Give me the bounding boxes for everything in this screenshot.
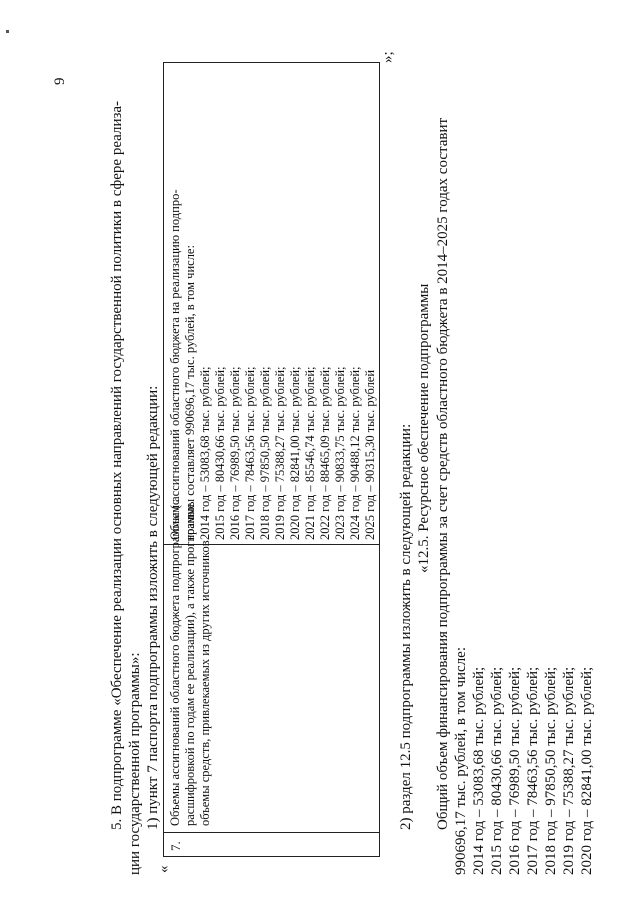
year-line: 2014 год – 53083,68 тыс. рублей;: [471, 666, 487, 875]
value-line: 2021 год – 85546,74 тыс. рублей;: [303, 366, 317, 540]
year-line: 2016 год – 76989,50 тыс. рублей;: [507, 666, 523, 875]
value-line: 2014 год – 53083,68 тыс. рублей;: [198, 366, 212, 540]
value-line: 2023 год – 90833,75 тыс. рублей;: [333, 366, 347, 540]
year-line: 2018 год – 97850,50 тыс. рублей;: [543, 666, 559, 875]
table-cell-label: [164, 499, 379, 832]
intro-line-2: ции государственной программы»:: [127, 652, 143, 875]
value-line: Объем ассигнований областного бюджета на реализацию подпро-: [168, 189, 182, 540]
year-line: 2017 год – 78463,56 тыс. рублей;: [525, 666, 541, 875]
page-number: 9: [52, 77, 68, 85]
value-line: 2016 год – 76989,50 тыс. рублей;: [228, 366, 242, 540]
year-line: 2015 год – 80430,66 тыс. рублей;: [489, 666, 505, 875]
open-quote: «: [156, 865, 172, 873]
value-line: 2019 год – 75388,27 тыс. рублей;: [273, 366, 287, 540]
value-line: 2018 год – 97850,50 тыс. рублей;: [258, 366, 272, 540]
value-line: граммы составляет 990696,17 тыс. рублей, в том числе:: [183, 245, 197, 540]
year-line: 2019 год – 75388,27 тыс. рублей;: [561, 666, 577, 875]
label-line: Объемы ассигнований областного бюджета подпрограммы (с: [168, 499, 182, 826]
close-mark: »;: [380, 51, 396, 63]
value-line: 2022 год – 88465,09 тыс. рублей;: [318, 366, 332, 540]
year-line: 2020 год – 82841,00 тыс. рублей;: [579, 666, 595, 875]
section-line-4: 990696,17 тыс. рублей, в том числе:: [453, 646, 469, 875]
intro-line-1: 5. В подпрограмме «Обеспечение реализации основных направлений государственной политики в сфере реализа-: [109, 100, 125, 830]
label-line: объемы средств, привлекаемых из других источников: [198, 540, 212, 826]
section-heading: «12.5. Ресурсное обеспечение подпрограммы: [416, 283, 432, 573]
value-line: 2017 год – 78463,56 тыс. рублей;: [243, 366, 257, 540]
value-line: 2015 год – 80430,66 тыс. рублей;: [213, 366, 227, 540]
value-line: 2024 год – 90488,12 тыс. рублей;: [348, 366, 362, 540]
table-cell-number: 7.: [164, 832, 379, 856]
value-line: 2020 год – 82841,00 тыс. рублей;: [288, 366, 302, 540]
section-line-3: Общий объем финансирования подпрограммы за счет средств областного бюджета в 2014–2025 годах составит: [435, 117, 451, 830]
table-cell-value: [164, 63, 379, 544]
passport-table: [163, 62, 380, 857]
intro-line-3: 1) пункт 7 паспорта подпрограммы изложить в следующей редакции:: [145, 385, 161, 830]
value-line: 2025 год – 90315,30 тыс. рублей: [363, 369, 377, 540]
label-line: расшифровкой по годам ее реализации), а также прогнозные: [183, 503, 197, 826]
section-line-1: 2) раздел 12.5 подпрограммы изложить в следующей редакции:: [398, 423, 414, 830]
